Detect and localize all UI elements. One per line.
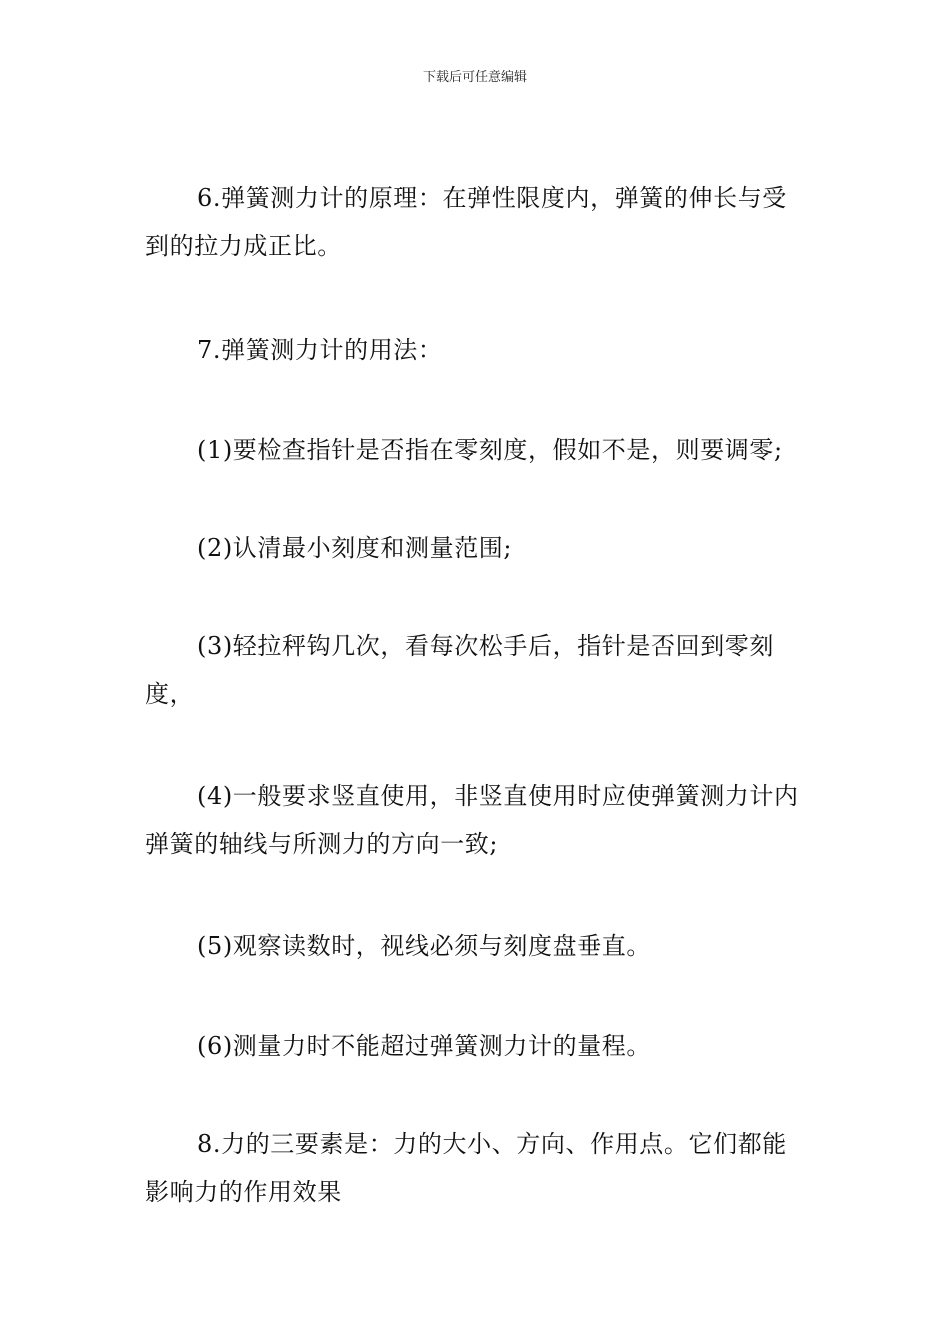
paragraph-usage-step-5: (5)观察读数时，视线必须与刻度盘垂直。 (197, 932, 651, 960)
page-header-note: 下载后可任意编辑 (422, 70, 527, 85)
paragraph-usage-step-4: (4)一般要求竖直使用，非竖直使用时应使弹簧测力计内弹簧的轴线与所测力的方向一致; (145, 782, 799, 858)
paragraph-spring-scale-usage-heading: 7.弹簧测力计的用法： (197, 336, 443, 364)
paragraph-three-elements-of-force: 8.力的三要素是：力的大小、方向、作用点。它们都能影响力的作用效果 (145, 1130, 787, 1206)
paragraph-usage-step-2: (2)认清最小刻度和测量范围; (197, 534, 513, 562)
paragraph-usage-step-3: (3)轻拉秤钩几次，看每次松手后，指针是否回到零刻度， (145, 632, 774, 708)
paragraph-spring-scale-principle: 6.弹簧测力计的原理：在弹性限度内，弹簧的伸长与受到的拉力成正比。 (145, 184, 787, 260)
paragraph-usage-step-6: (6)测量力时不能超过弹簧测力计的量程。 (197, 1032, 651, 1060)
paragraph-usage-step-1: (1)要检查指针是否指在零刻度，假如不是，则要调零; (197, 436, 783, 464)
